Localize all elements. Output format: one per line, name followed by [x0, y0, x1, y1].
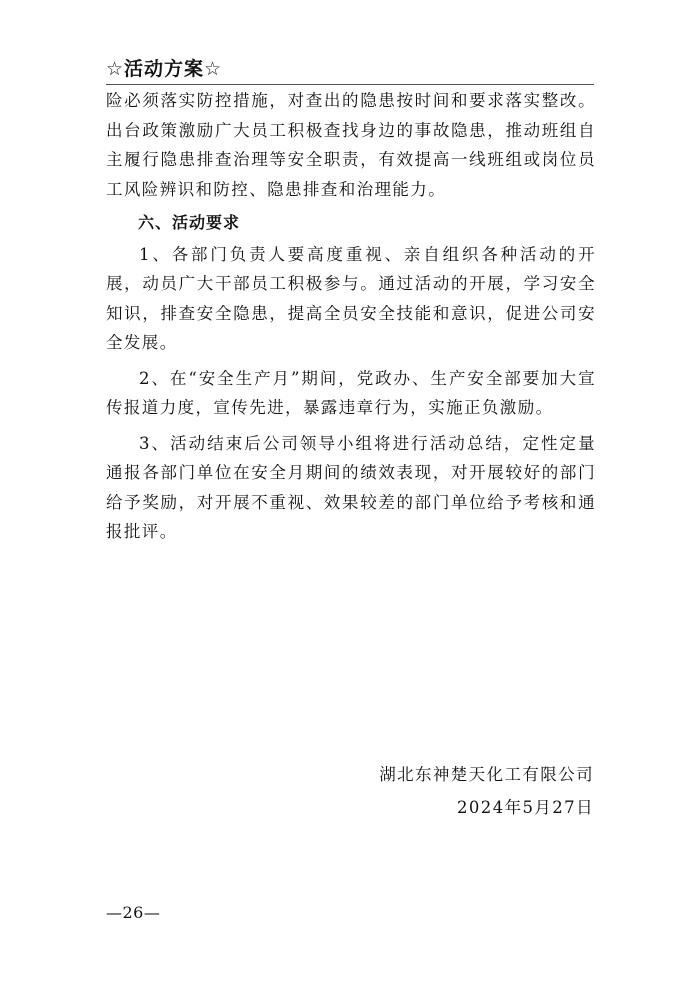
- requirement-paragraph: 2、在“安全生产月”期间，党政办、生产安全部要加大宣传报道力度，宣传先进，暴露违章行为，实施正负激励。: [106, 368, 596, 417]
- requirement-paragraph: 3、活动结束后公司领导小组将进行活动总结，定性定量通报各部门单位在安全月期间的绩效表现，对开展较好的部门给予奖励，对开展不重视、效果较差的部门单位给予考核和通报批评。: [106, 433, 596, 541]
- signature-company: 湖北东神楚天化工有限公司: [379, 765, 594, 784]
- signature-date: 2024年5月27日: [457, 798, 594, 817]
- signature-block: [379, 760, 594, 822]
- page-header: [106, 56, 594, 85]
- document-body: [106, 86, 596, 547]
- requirement-paragraph: 1、各部门负责人要高度重视、亲自组织各种活动的开展，动员广大干部员工积极参与。通过活动的开展，学习安全知识，排查安全隐患，提高全员安全技能和意识，促进公司安全发展。: [106, 244, 596, 352]
- continued-paragraph: 险必须落实防控措施，对查出的隐患按时间和要求落实整改。出台政策激励广大员工积极查找身边的事故隐患，推动班组自主履行隐患排查治理等安全职责，有效提高一线班组或岗位员工风险辨识和防控、隐患排查和治理能力。: [106, 91, 596, 199]
- section-heading: 六、活动要求: [138, 213, 241, 232]
- header-title: ☆活动方案☆: [106, 58, 223, 80]
- page-number: —26—: [106, 903, 161, 922]
